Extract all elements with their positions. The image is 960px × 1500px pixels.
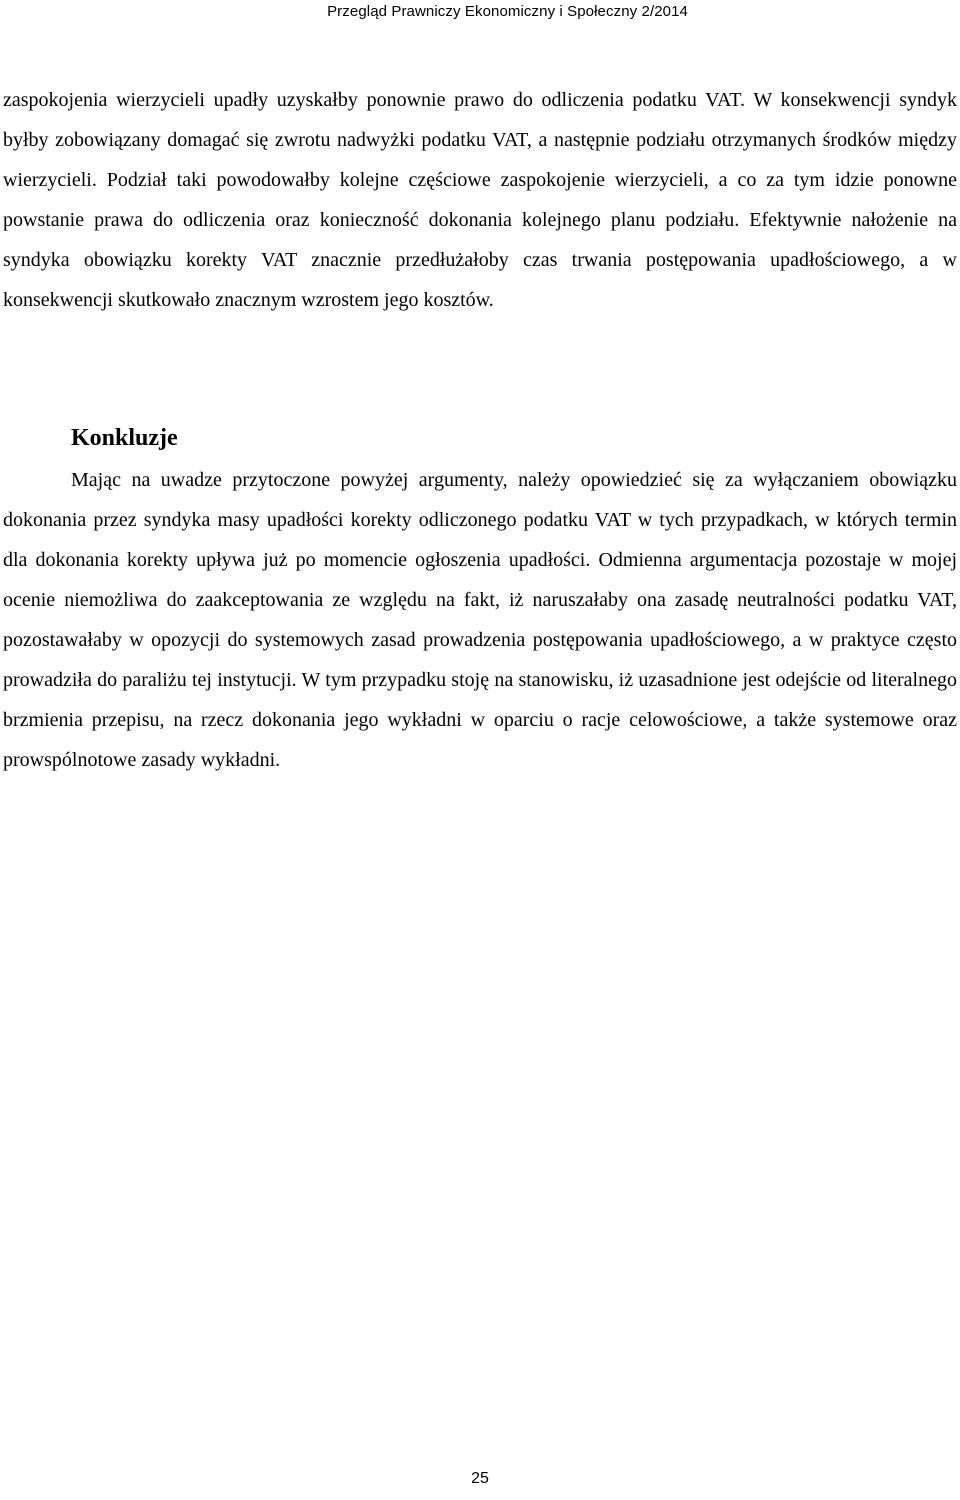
page-number: 25 xyxy=(471,1470,489,1487)
section-heading: Konkluzje xyxy=(71,425,178,451)
body-paragraph: Mając na uwadze przytoczone powyżej argumenty, należy opowiedzieć się za wyłączaniem obowiązku dokonania przez syndyka masy upadłości korekty odliczonego podatku VAT w tych przypadkach, w których termin dla dokonania korekty upływa już po momencie ogłoszenia upadłości. Odmienna argumentacja pozostaje w mojej ocenie niemożliwa do zaakceptowania ze względu na fakt, iż naruszałaby ona zasadę neutralności podatku VAT, pozostawałaby w opozycji do systemowych zasad prowadzenia postępowania upadłościowego, a w praktyce często prowadziła do paraliżu tej instytucji. W tym przypadku stoję na stanowisku, iż uzasadnione jest odejście od literalnego brzmienia przepisu, na rzecz dokonania jego wykładni w oparciu o racje celowościowe, a także systemowe oraz prowspólnotowe zasady wykładni. xyxy=(3,469,957,771)
body-paragraph: zaspokojenia wierzycieli upadły uzyskałby ponownie prawo do odliczenia podatku VAT. W konsekwencji syndyk byłby zobowiązany domagać się zwrotu nadwyżki podatku VAT, a następnie podziału otrzymanych środków między wierzycieli. Podział taki powodowałby kolejne częściowe zaspokojenie wierzycieli, a co za tym idzie ponowne powstanie prawa do odliczenia oraz konieczność dokonania kolejnego planu podziału. Efektywnie nałożenie na syndyka obowiązku korekty VAT znacznie przedłużałoby czas trwania postępowania upadłościowego, a w konsekwencji skutkowało znacznym wzrostem jego kosztów. xyxy=(3,89,957,311)
running-header: Przegląd Prawniczy Ekonomiczny i Społeczny 2/2014 xyxy=(327,3,688,20)
